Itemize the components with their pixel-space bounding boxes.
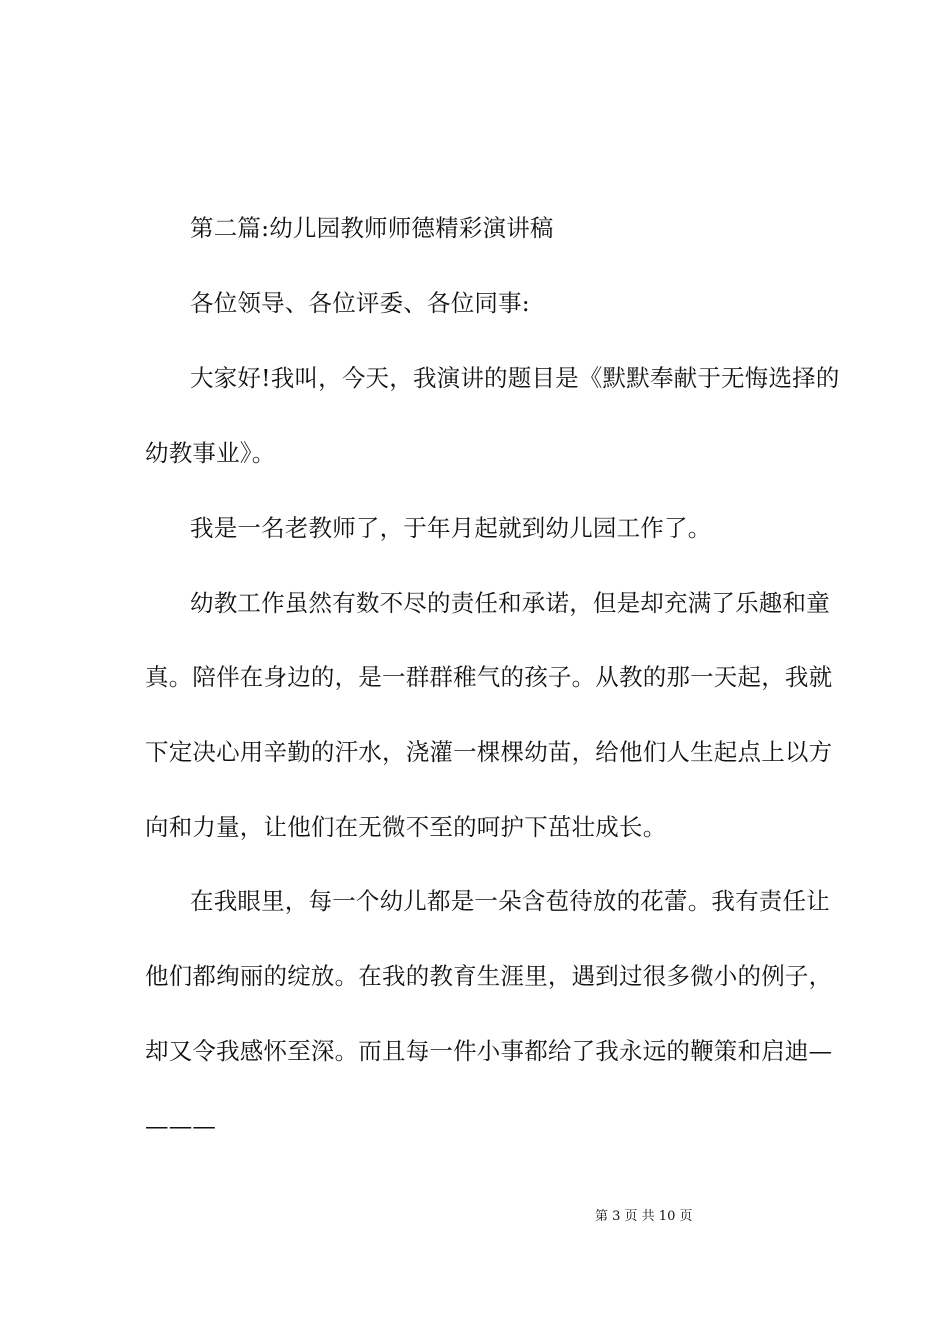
- paragraph-line: 他们都绚丽的绽放。在我的教育生涯里，遇到过很多微小的例子，: [145, 962, 833, 990]
- paragraph-line: 下定决心用辛勤的汗水，浇灌一棵棵幼苗，给他们人生起点上以方: [145, 738, 833, 766]
- paragraph-line: 大家好!我叫，今天，我演讲的题目是《默默奉献于无悔选择的: [190, 364, 840, 392]
- paragraph-line: 幼教事业》。: [145, 439, 276, 467]
- document-title: 第二篇:幼儿园教师师德精彩演讲稿: [190, 214, 554, 242]
- paragraph-line: ———: [145, 1112, 217, 1140]
- paragraph-line: 真。陪伴在身边的，是一群群稚气的孩子。从教的那一天起，我就: [145, 663, 833, 691]
- page-number-footer: 第 3 页 共 10 页: [595, 1209, 693, 1224]
- salutation: 各位领导、各位评委、各位同事:: [190, 289, 530, 317]
- paragraph-line: 却又令我感怀至深。而且每一件小事都给了我永远的鞭策和启迪—: [145, 1037, 833, 1065]
- paragraph-line: 幼教工作虽然有数不尽的责任和承诺，但是却充满了乐趣和童: [190, 589, 830, 617]
- paragraph-line: 在我眼里，每一个幼儿都是一朵含苞待放的花蕾。我有责任让: [190, 887, 830, 915]
- paragraph-line: 我是一名老教师了，于年月起就到幼儿园工作了。: [190, 514, 712, 542]
- paragraph-line: 向和力量，让他们在无微不至的呵护下茁壮成长。: [145, 813, 667, 841]
